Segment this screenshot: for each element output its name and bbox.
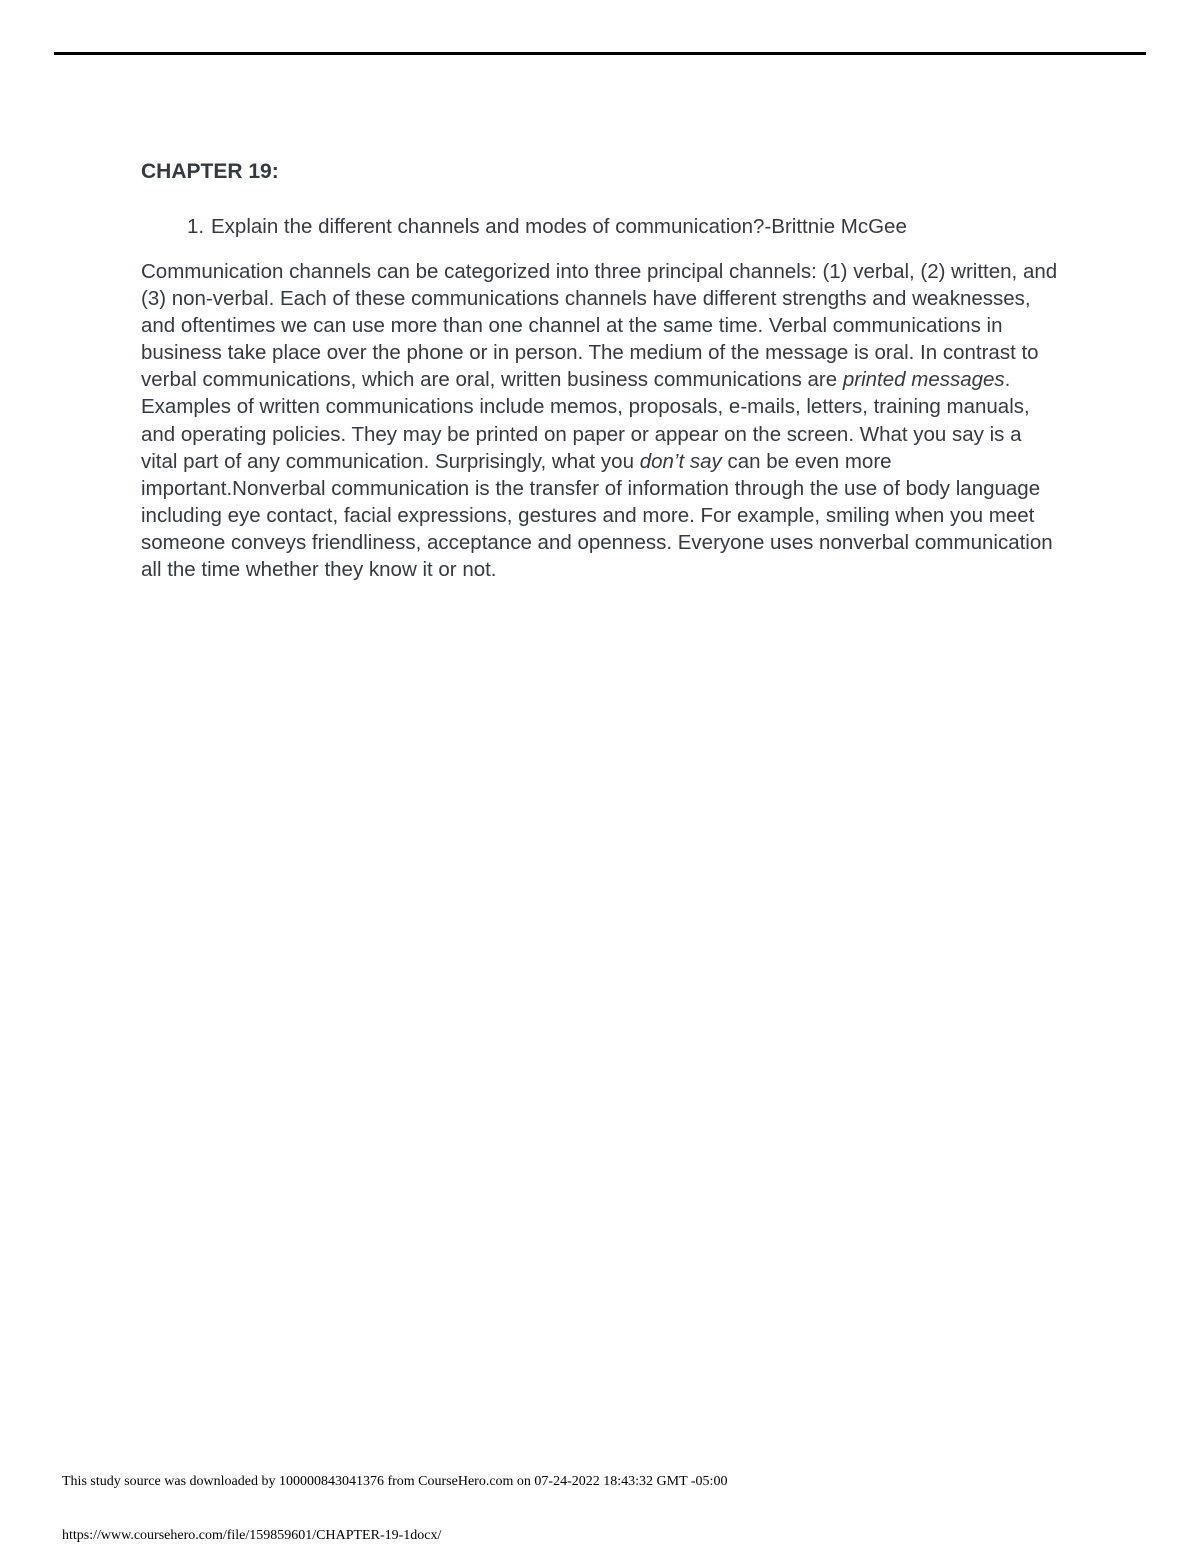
question-text: Explain the different channels and modes of communication?-Brittnie McGee xyxy=(211,215,907,238)
answer-text-part1: Communication channels can be categorized into three principal channels: (1) verbal, (2) written, and (3) non-verbal. Each of these communications channels have different strengths and weaknesses, and oftentimes we can use more than one channel at the same time. Verbal communications in business take place over the phone or in person. The medium of the message is oral. In contrast to verbal communications, which are oral, written business communications are xyxy=(141,260,1058,392)
answer-text-part3: can be even more important.Nonverbal communication is the transfer of information through the use of body language including eye contact, facial expressions, gestures and more. For example, smiling when you meet someone conveys friendliness, acceptance and openness. Everyone uses nonverbal communication all the time whether they know it or not. xyxy=(141,449,1053,582)
answer-text-part2: . Examples of written communications include memos, proposals, e-mails, letters, training manuals, and operating policies. They may be printed on paper or appear on the screen. What you say is a vital part of any communication. Surprisingly, what you xyxy=(141,368,1030,473)
question-number: 1. xyxy=(187,215,205,238)
answer-emphasis-printed-messages: printed messages xyxy=(842,368,1005,392)
answer-emphasis-dont-say: don’t say xyxy=(639,449,722,473)
answer-paragraph xyxy=(141,258,1061,583)
question-item xyxy=(187,215,907,239)
footer-url-link[interactable]: https://www.coursehero.com/file/159859601/CHAPTER-19-1docx/ xyxy=(62,1528,442,1543)
footer-source-notice: This study source was downloaded by 100000843041376 from CourseHero.com on 07-24-2022 18:43:32 GMT -05:00 xyxy=(62,1474,728,1489)
top-rule-divider xyxy=(54,52,1146,55)
chapter-heading: CHAPTER 19: xyxy=(141,160,279,183)
